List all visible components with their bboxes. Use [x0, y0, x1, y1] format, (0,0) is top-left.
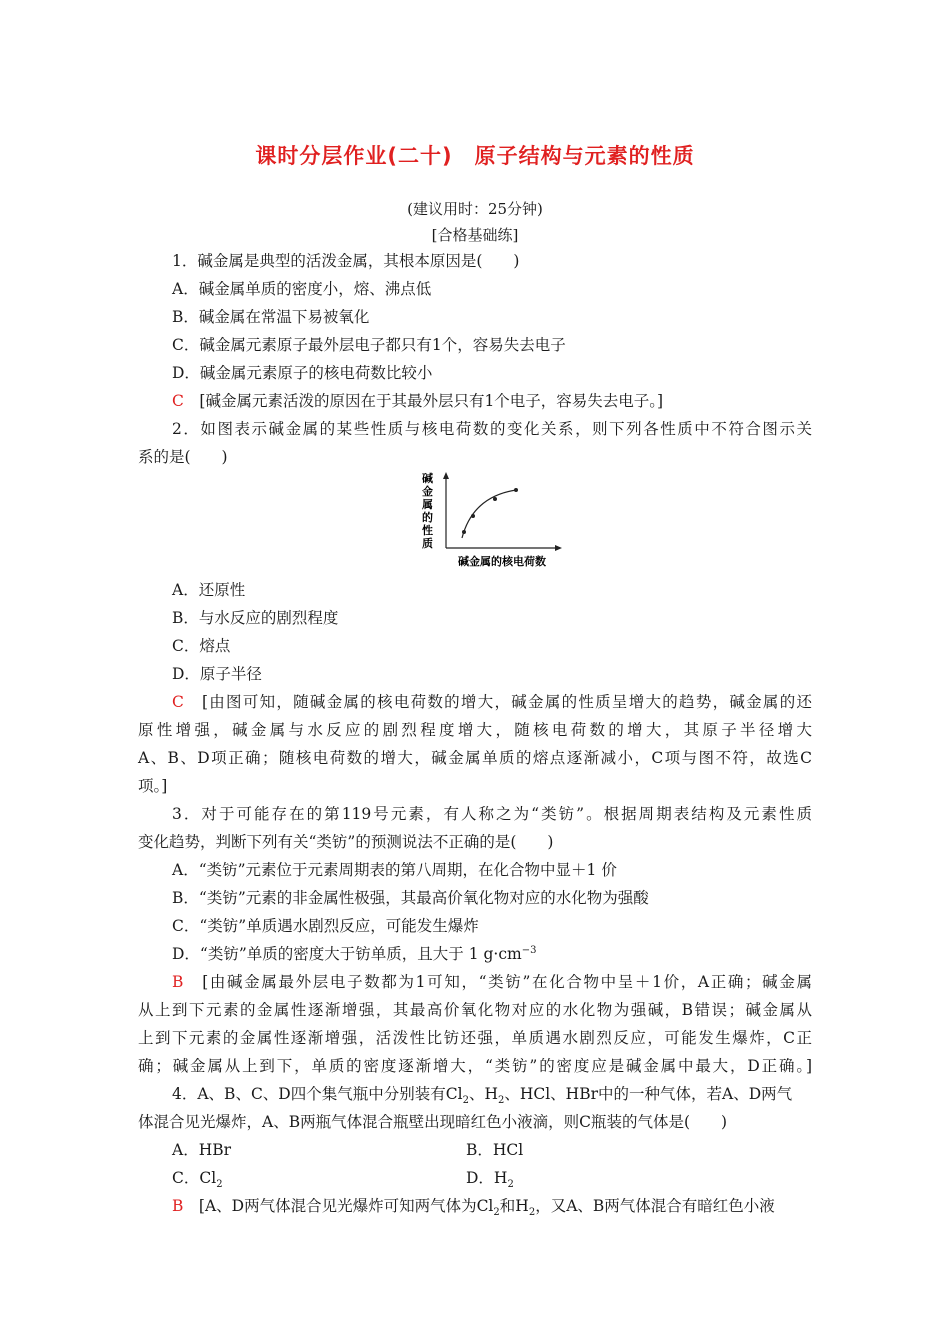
q3-answer: B: [172, 973, 184, 991]
q2-stem-line2: 系的是( ): [138, 448, 228, 466]
q4-explanation-part3: ，又A、B两气体混合有暗红色小液: [535, 1197, 775, 1215]
q1-option-d: D．碱金属元素原子的核电荷数比较小: [172, 364, 433, 382]
q3-explanation-4: 确；碱金属从上到下，单质的密度逐渐增大，“类钫”的密度应是碱金属中最大，D正确。]: [138, 1057, 812, 1075]
q2-explanation-2: 原性增强，碱金属与水反应的剧烈程度增大，随核电荷数的增大，其原子半径增大: [138, 721, 812, 739]
subscript-2: 2: [528, 1207, 536, 1219]
y-axis-label-2: 金: [422, 485, 433, 498]
q4-answer: B: [172, 1197, 184, 1215]
q4-option-c: [172, 1166, 223, 1190]
q2-option-c: C．熔点: [172, 637, 231, 655]
data-point-3: [493, 497, 497, 501]
q3-option-d: [172, 942, 536, 964]
trend-curve: [462, 490, 516, 538]
section-heading: [合格基础练]: [431, 226, 519, 244]
property-curve-graph: [418, 470, 568, 572]
x-axis-arrow: [555, 545, 562, 551]
q3-explanation-2: 从上到下元素的金属性逐渐增强，其最高价氧化物对应的水化物为强碱，B错误；碱金属从: [138, 1001, 812, 1019]
y-axis-label-3: 属: [422, 498, 433, 511]
q1-option-a: A．碱金属单质的密度小，熔、沸点低: [172, 280, 432, 298]
q1-solution: [172, 389, 663, 411]
q3-stem-line1: 3．对于可能存在的第119号元素，有人称之为“类钫”。根据周期表结构及元素性质: [172, 805, 812, 823]
q4-explanation-part2: 和H: [499, 1197, 529, 1215]
q3-option-d-text: D．“类钫”单质的密度大于钫单质，且大于 1 g·cm: [172, 945, 522, 963]
q1-answer: C: [172, 392, 184, 410]
q4-option-b: B．HCl: [466, 1141, 524, 1159]
data-point-2: [471, 514, 475, 518]
y-axis-label-6: 质: [422, 537, 433, 550]
q3-explanation-3: 上到下元素的金属性逐渐增强，活泼性比钫还强，单质遇水剧烈反应，可能发生爆炸，C正: [138, 1029, 812, 1047]
q2-explanation-4: 项。]: [138, 777, 168, 795]
q3-option-c: C．“类钫”单质遇水剧烈反应，可能发生爆炸: [172, 917, 479, 935]
q2-solution-line1: [172, 690, 812, 712]
subscript-2: 2: [507, 1179, 514, 1191]
q4-solution-line1: [172, 1194, 775, 1218]
subscript-2: 2: [497, 1095, 505, 1107]
q4-option-a: A．HBr: [172, 1141, 232, 1159]
data-point-4: [514, 488, 518, 492]
subscript-2: 2: [493, 1207, 500, 1219]
q3-solution-line1: [172, 970, 812, 992]
q1-option-b: B．碱金属在常温下易被氧化: [172, 308, 370, 326]
subscript-2: 2: [216, 1179, 223, 1191]
q2-stem-line1: 2．如图表示碱金属的某些性质与核电荷数的变化关系，则下列各性质中不符合图示关: [172, 420, 812, 438]
x-axis-label: 碱金属的核电荷数: [458, 555, 546, 568]
q1-explanation: [碱金属元素活泼的原因在于其最外层只有1个电子，容易失去电子。]: [199, 392, 664, 410]
q2-option-d: D．原子半径: [172, 665, 262, 683]
data-point-1: [462, 530, 466, 534]
y-axis-label-5: 性: [422, 524, 433, 537]
q4-stem-line2: 体混合见光爆炸，A、B两瓶气体混合瓶壁出现暗红色小液滴，则C瓶装的气体是( ): [138, 1113, 728, 1131]
q4-option-d: [466, 1166, 514, 1190]
y-axis-label-1: 碱: [422, 472, 433, 485]
y-axis-label-4: 的: [422, 511, 433, 524]
q2-explanation-3: A、B、D项正确；随核电荷数的增大，碱金属单质的熔点逐渐减小，C项与图不符，故选C: [138, 749, 812, 767]
subscript-2: 2: [462, 1095, 469, 1107]
q2-option-b: B．与水反应的剧烈程度: [172, 609, 339, 627]
q3-explanation-1: [由碱金属最外层电子数都为1可知，“类钫”在化合物中呈＋1价，A正确；碱金属: [202, 973, 812, 991]
q3-option-d-exponent: −3: [521, 944, 537, 956]
time-note: (建议用时：25分钟): [407, 200, 543, 218]
q4-stem-part3: 、HCl、HBr中的一种气体，若A、D两气: [504, 1085, 793, 1103]
q4-stem-part1: 4．A、B、C、D四个集气瓶中分别装有Cl: [172, 1085, 463, 1103]
q2-explanation-1: [由图可知，随碱金属的核电荷数的增大，碱金属的性质呈增大的趋势，碱金属的还: [201, 693, 812, 711]
q1-option-c: C．碱金属元素原子最外层电子都只有1个，容易失去电子: [172, 336, 566, 354]
q4-option-d-text: D．H: [466, 1169, 508, 1187]
y-axis-arrow: [443, 472, 449, 479]
q3-option-a: A．“类钫”元素位于元素周期表的第八周期，在化合物中显＋1 价: [172, 861, 617, 879]
page-title: 课时分层作业(二十) 原子结构与元素的性质: [255, 144, 695, 168]
q2-option-a: A．还原性: [172, 581, 246, 599]
q2-answer: C: [172, 693, 184, 711]
q2-figure: [418, 470, 568, 572]
q3-stem-line2: 变化趋势，判断下列有关“类钫”的预测说法不正确的是( ): [138, 833, 554, 851]
q4-stem-part2: 、H: [468, 1085, 498, 1103]
q3-option-b: B．“类钫”元素的非金属性极强，其最高价氧化物对应的水化物为强酸: [172, 889, 649, 907]
q1-stem: 1．碱金属是典型的活泼金属，其根本原因是( ): [172, 252, 520, 270]
q4-stem-line1: [172, 1082, 792, 1106]
q4-explanation-part1: [A、D两气体混合见光爆炸可知两气体为Cl: [198, 1197, 494, 1215]
q4-option-c-text: C．Cl: [172, 1169, 217, 1187]
